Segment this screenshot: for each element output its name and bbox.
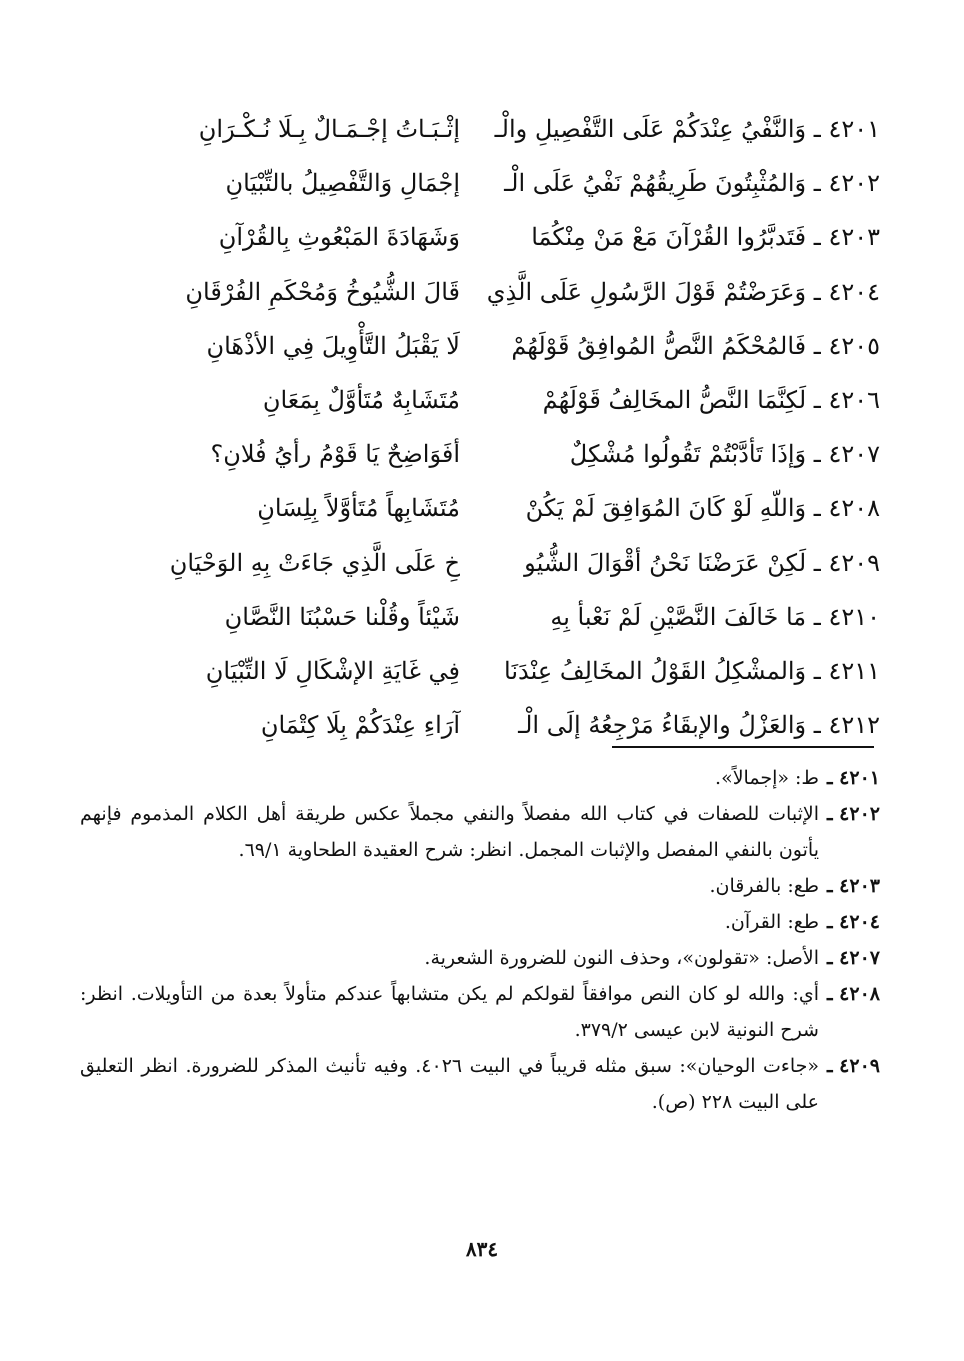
footnote	[80, 760, 880, 796]
verse-second-hemistich: أفَوَاضِحٌ يَا قَوْمُ رأيُ فُلانِ؟	[210, 440, 460, 469]
verse-second-hemistich: مُتَشَابِهٌ مُتَأوَّلٌ بِمَعَانِ	[262, 386, 460, 415]
footnote	[80, 904, 880, 940]
verse-second-hemistich: خِ عَلَى الَّذِي جَاءَتْ بِهِ الوَحْيَانِ	[169, 548, 460, 577]
verse-first-hemistich: ٤٢١٠ ـ مَا خَالَفَ النَّصَّيْنِ لَمْ نَعْبأ بِهِ	[550, 602, 880, 631]
verse-first-hemistich: ٤٢٠٩ ـ لَكِنْ عَرَضْنَا نَحْنُ أقْوَالَ الشُّيُو	[524, 548, 880, 577]
footnote-text: الإثبات للصفات في كتاب الله مفصلاً والنفي مجملاً عكس طريقة أهل الكلام المذموم فإنهم يأتون بالنفي المفصل والإثبات المجمل. انظر: شرح العقيدة الطحاوية ٦٩/١.	[80, 803, 819, 861]
footnote-number: ٤٢٠٨ ـ	[826, 983, 880, 1005]
footnote	[80, 976, 880, 1048]
verse-second-hemistich: قَالَ الشُّيُوخُ وَمُحْكَمِ الفُرْقَانِ	[185, 277, 460, 306]
verse-first-hemistich: ٤٢٠٤ ـ وَعَرَضْتُمْ قَوْلَ الرَّسُولِ عَلَى الَّذِي	[486, 277, 880, 306]
footnote-number: ٤٢٠٤ ـ	[826, 911, 880, 933]
verse-second-hemistich: إجْمَالِ وَالتَّفْصِيلُ بالتِّبْيَانِ	[225, 169, 460, 198]
verse-second-hemistich: مُتَشَابِهاً مُتَأوَّلاً بِلِسَانِ	[257, 494, 460, 523]
verse-first-hemistich: ٤٢٠٨ ـ وَاللّهِ لَوْ كَانَ المُوَافِقَ لَمْ يَكُنْ	[525, 494, 880, 523]
verse-first-hemistich: ٤٢٠٧ ـ وَإذَا تَأدَّبْتُمْ تَقُولُوا مُشْكِلٌ	[569, 440, 880, 469]
footnote-number: ٤٢٠٢ ـ	[826, 803, 880, 825]
footnote-text: طع: القرآن.	[724, 911, 819, 933]
footnote-text: طع: بالفرقان.	[709, 875, 819, 897]
footnote	[80, 868, 880, 904]
verse-first-hemistich: ٤٢١٢ ـ وَالعَزْلُ والإبقَاءُ مَرْجِعُهُ إلَى الْـ	[518, 711, 880, 740]
verse-second-hemistich: آرَاءِ عِنْدَكُمْ بِلَا كِتْمَانِ	[260, 711, 460, 740]
verse-first-hemistich: ٤٢٠١ ـ وَالنَّفْيُ عِنْدَكُمْ عَلَى التَّفْصِيلِ والْـ	[494, 115, 880, 144]
verse-row	[80, 373, 880, 427]
footnote-number: ٤٢٠٣ ـ	[826, 875, 880, 897]
footnotes	[80, 760, 880, 1120]
verse-row	[80, 698, 880, 752]
footnote-text: «جاءت الوحيان»: سبق مثله قريباً في البيت ٤٠٢٦. وفيه تأنيث المذكر للضرورة. انظر التعليق على البيت ٢٢٨ (ص).	[80, 1055, 819, 1113]
verse-second-hemistich: لَا يَقْبَلُ التَّأْوِيلَ فِي الأذْهَانِ	[206, 331, 460, 360]
verse-row	[80, 481, 880, 535]
verse-second-hemistich: إثْـبَـاتُ إجْـمَـالٌ بِـلَا نُـكْـرَانِ	[198, 115, 460, 144]
poem-verses	[80, 102, 880, 752]
verse-row	[80, 644, 880, 698]
verse-second-hemistich: شَيْئاً وقُلْنا حَسْبُنَا النَّصَّانِ	[224, 602, 460, 631]
footnote-text: ط: «إجمالاً».	[715, 767, 819, 789]
verse-row	[80, 210, 880, 264]
verse-row	[80, 536, 880, 590]
verse-second-hemistich: وَشَهَادَةَ المَبْعُوثِ بِالقُرْآنِ	[218, 223, 460, 252]
verse-row	[80, 590, 880, 644]
footnote-separator	[612, 746, 874, 748]
verse-row	[80, 156, 880, 210]
verse-first-hemistich: ٤٢٠٣ ـ فَتَدبَّرُوا القُرْآنَ مَعْ مَنْ مِنْكُمَا	[531, 223, 880, 252]
footnote-text: أي: والله لو كان النص موافقاً لقولكم لم يكن متشابهاً عندكم متأولاً بعدة من التأويلات. انظر: شرح النونية لابن عيسى ٣٧٩/٢.	[80, 983, 819, 1041]
footnote-text: الأصل: «تقولون»، وحذف النون للضرورة الشعرية.	[424, 947, 819, 969]
footnote	[80, 940, 880, 976]
verse-row	[80, 319, 880, 373]
footnote	[80, 1048, 880, 1120]
verse-row	[80, 102, 880, 156]
verse-second-hemistich: فِي غَايَةِ الإشْكَالِ لَا التِّبْيَانِ	[205, 656, 460, 685]
verse-first-hemistich: ٤٢٠٥ ـ فَالمُحْكَمُ النَّصُّ المُوافِقُ قَوْلَهُمْ	[511, 331, 880, 360]
footnote-number: ٤٢٠١ ـ	[826, 767, 880, 789]
verse-first-hemistich: ٤٢٠٦ ـ لَكِنَّمَا النَّصُّ المخَالِفُ قَوْلَهُمْ	[542, 386, 880, 415]
page-number: ٨٣٤	[465, 1237, 499, 1261]
footnote	[80, 796, 880, 868]
verse-row	[80, 265, 880, 319]
footnote-number: ٤٢٠٩ ـ	[826, 1055, 880, 1077]
footnote-number: ٤٢٠٧ ـ	[826, 947, 880, 969]
verse-row	[80, 427, 880, 481]
verse-first-hemistich: ٤٢٠٢ ـ وَالمُثْبِتُونَ طَرِيقُهُمْ نَفْيُ عَلَى الْـ	[504, 169, 880, 198]
verse-first-hemistich: ٤٢١١ ـ وَالمشْكِلُ القَوْلُ المخَالِفُ عِنْدَنَا	[504, 656, 880, 685]
